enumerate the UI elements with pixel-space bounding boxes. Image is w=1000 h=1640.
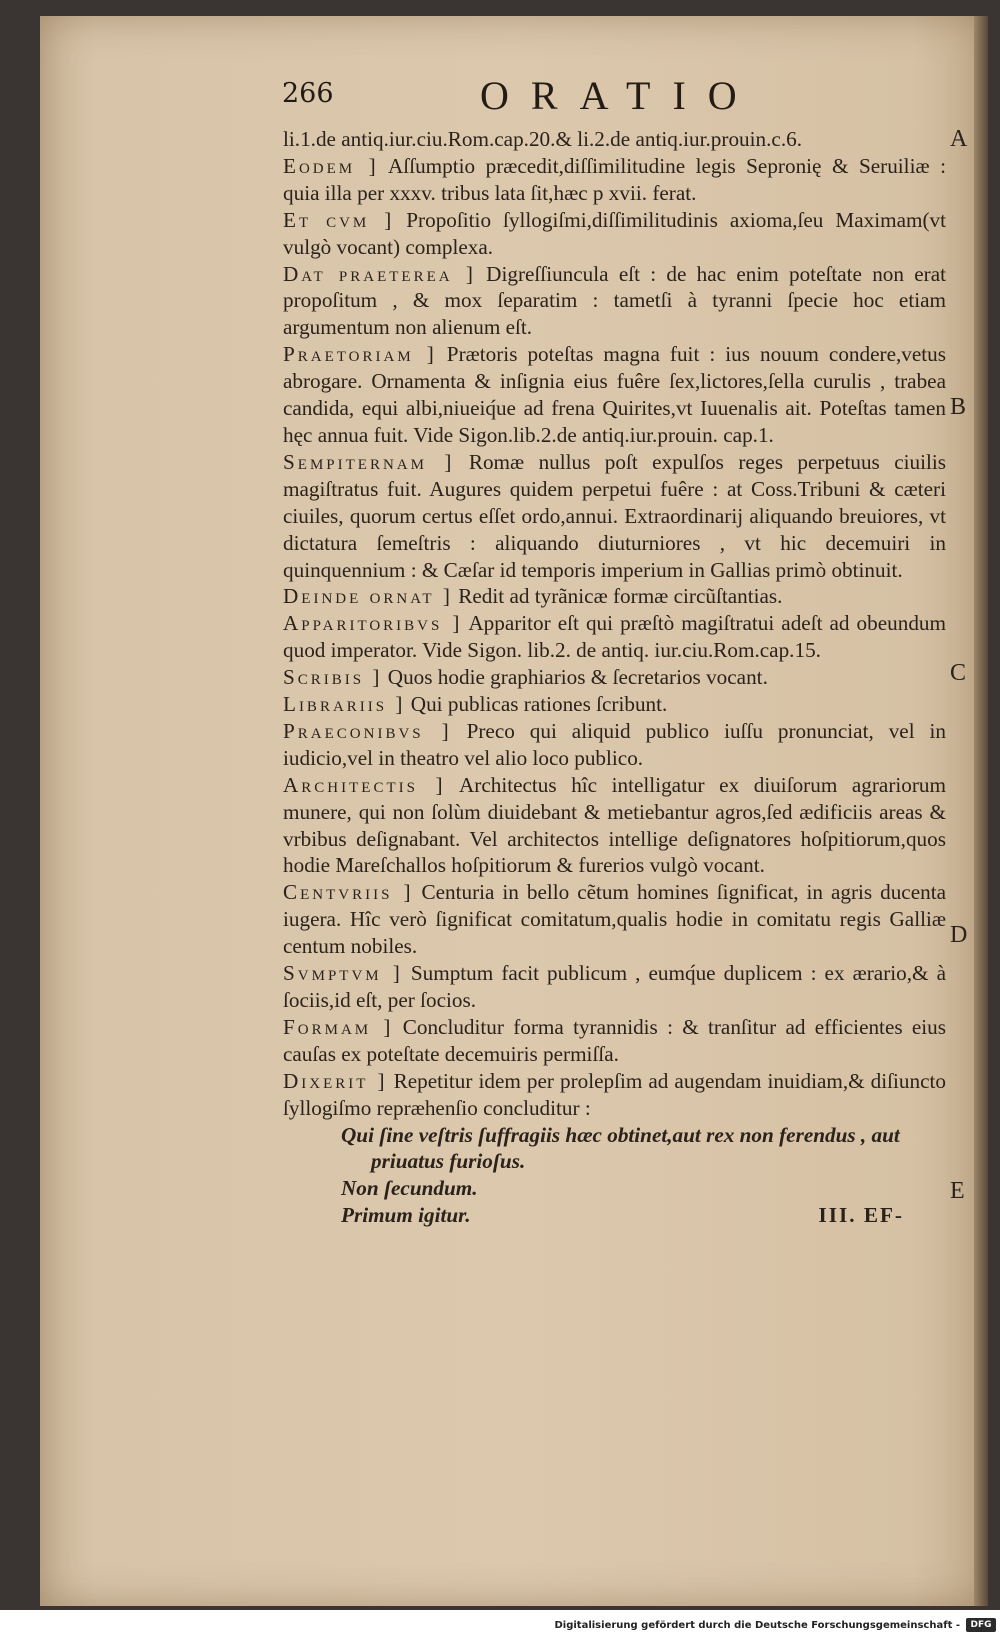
entry-text: Aſſumptio præcedit,diſſimilitudine legis Sepronię & Seruiliæ : quia illa per xxxv. tribus lata ſit,hæc p xvii. ferat. (283, 153, 946, 205)
entry-sumptum (283, 960, 946, 1014)
entry-lemma: Et cvm ] (283, 207, 395, 232)
margin-letter-a: A (950, 126, 968, 152)
page-edge (974, 16, 988, 1606)
entry-apparitoribus (283, 610, 946, 664)
margin-letter-b: B (950, 394, 967, 420)
entry-lemma: Eodem ] (283, 153, 379, 178)
entry-continuation (283, 126, 946, 153)
margin-letter-c: C (950, 660, 967, 686)
entry-deinde-ornat (283, 583, 946, 610)
entry-lemma: Praeconibvs ] (283, 718, 452, 743)
entry-lemma: Librariis ] (283, 692, 406, 717)
entry-librariis (283, 691, 946, 718)
entry-text: Repetitur idem per prolepſim ad augendam inuidiam,& diſiuncto ſyllogiſmo repræhenſio concluditur : (283, 1068, 947, 1120)
entry-lemma: Centvriis ] (283, 880, 414, 905)
entry-lemma: Scribis ] (283, 665, 383, 690)
entry-text: Prætoris poteſtas magna fuit : ius nouum condere,vetus abrogare. Ornamenta & inſignia eius fuêre ſex,lictores,ſella curulis , trabea candida, equi albi,niueiq́ue ad frena Quirites,vt Iuuenalis ait. Poteſtas tamen hęc annua fuit. Vide Sigon.lib.2.de antiq.iur.prouin. cap.1. (283, 342, 946, 447)
entry-text: Preco qui aliquid publico iuſſu pronunciat, vel in iudicio,vel in theatro vel alio loco publico. (283, 718, 947, 770)
entry-lemma: Dixerit ] (283, 1068, 388, 1093)
entry-formam (283, 1014, 946, 1068)
page-header (0, 68, 1000, 128)
entry-text: Propoſitio ſyllogiſmi,diſſimilitudinis axioma,ſeu Maximam(vt vulgò vocant) complexa. (283, 207, 946, 259)
entry-text: Architectus hîc intelligatur ex diuiſorum agrariorum munere, qui non ſolùm diuidebant & metiebantur agros,ſed ædificiis areas & vrbibus deſignabant. Vel architectos intellige deſignatores hoſpitiorum,quos hodie Mareſchallos hoſpitiorum & furerios vulgò vocant. (283, 772, 946, 878)
syllogism-block (283, 1122, 946, 1230)
footer-bar (0, 1616, 1000, 1640)
entry-text: Quos hodie graphiarios & ſecretarios vocant. (382, 665, 768, 690)
entry-lemma: Sempiternam ] (283, 449, 455, 474)
entry-lemma: Svmptvm ] (283, 961, 403, 986)
entry-text: Centuria in bello cẽtum homines ſignificat, in agris ducenta iugera. Hîc verò ſignificat comitatum,qualis hodie in comitatu regis Galliæ centum nobiles. (283, 880, 946, 959)
entry-dixerit (283, 1068, 946, 1122)
running-title: ORATIO (480, 73, 759, 118)
entry-lemma: Apparitoribvs ] (283, 611, 463, 636)
entry-et-cum (283, 207, 946, 261)
entry-scribis (283, 664, 946, 691)
entry-text: Apparitor eſt qui præſtò magiſtratui adeſt ad obeundum quod imperator. Vide Sigon. lib.2. de antiq. iur.ciu.Rom.cap.15. (283, 611, 946, 663)
entry-lemma: Dat praeterea ] (283, 261, 476, 286)
syllogism-line: Primum igitur. (341, 1203, 471, 1228)
entry-text: li.1.de antiq.iur.ciu.Rom.cap.20.& li.2.de antiq.iur.prouin.c.6. (283, 127, 803, 151)
entry-text: Romæ nullus poſt expulſos reges perpetuus ciuilis magiſtratus fuit. Augures quidem perpetui fuêre : at Coss.Tribuni & cæteri ciuiles, quorum certus eſſet ordo,annui. Extraordinarij aliquando breuiores, vt dictatura ſemeſtris : aliquando diuturniores , vt hic decemuiri in quinquennium : & Cæſar id temporis imperium in Gallias primò obtinuit. (283, 449, 946, 582)
entry-architectis (283, 772, 946, 880)
entry-praeconibus (283, 718, 946, 772)
syllogism-line: Qui ſine veſtris ſuffragiis hæc obtinet,aut rex non ferendus , aut (341, 1122, 900, 1147)
entry-praetoriam (283, 341, 946, 449)
margin-letter-e: E (950, 1178, 965, 1204)
entry-lemma: Praetoriam ] (283, 342, 437, 367)
syllogism-last-line (283, 1202, 946, 1229)
entry-eodem (283, 153, 946, 207)
entry-dat-praeterea (283, 261, 946, 342)
footer-credit: Digitalisierung gefördert durch die Deutsche Forschungsgemeinschaft - (554, 1620, 960, 1631)
syllogism-line: priuatus furioſus. (371, 1149, 526, 1174)
entry-text: Digreſſiuncula eſt : de hac enim poteſtate non erat propoſitum , & mox ſeparatim : tametſi à tyranni ſpecie hoc etiam argumentum non alienum eſt. (283, 261, 947, 340)
entry-text: Qui publicas rationes ſcribunt. (405, 692, 668, 717)
entry-centuriis (283, 879, 946, 960)
entry-lemma: Architectis ] (283, 772, 446, 797)
commentary-text (283, 126, 946, 1229)
entry-lemma: Formam ] (283, 1014, 394, 1039)
catchword: III. EF- (818, 1203, 904, 1228)
entry-sempiternam (283, 449, 946, 584)
dfg-logo-icon: DFG (966, 1618, 996, 1632)
entry-text: Concluditur forma tyrannidis : & tranſitur ad efficientes eius cauſas ex poteſtate decemuiris permiſſa. (283, 1014, 946, 1066)
entry-text: Sumptum facit publicum , eumq́ue duplicem : ex ærario,& à ſociis,id eſt, per ſocios. (283, 961, 947, 1012)
page-number: 266 (282, 78, 334, 109)
entry-text: Redit ad tyrãnicæ formæ circũſtantias. (452, 584, 783, 609)
syllogism-line: Non ſecundum. (341, 1176, 478, 1201)
margin-letter-d: D (950, 922, 968, 948)
entry-lemma: Deinde ornat ] (283, 584, 453, 609)
